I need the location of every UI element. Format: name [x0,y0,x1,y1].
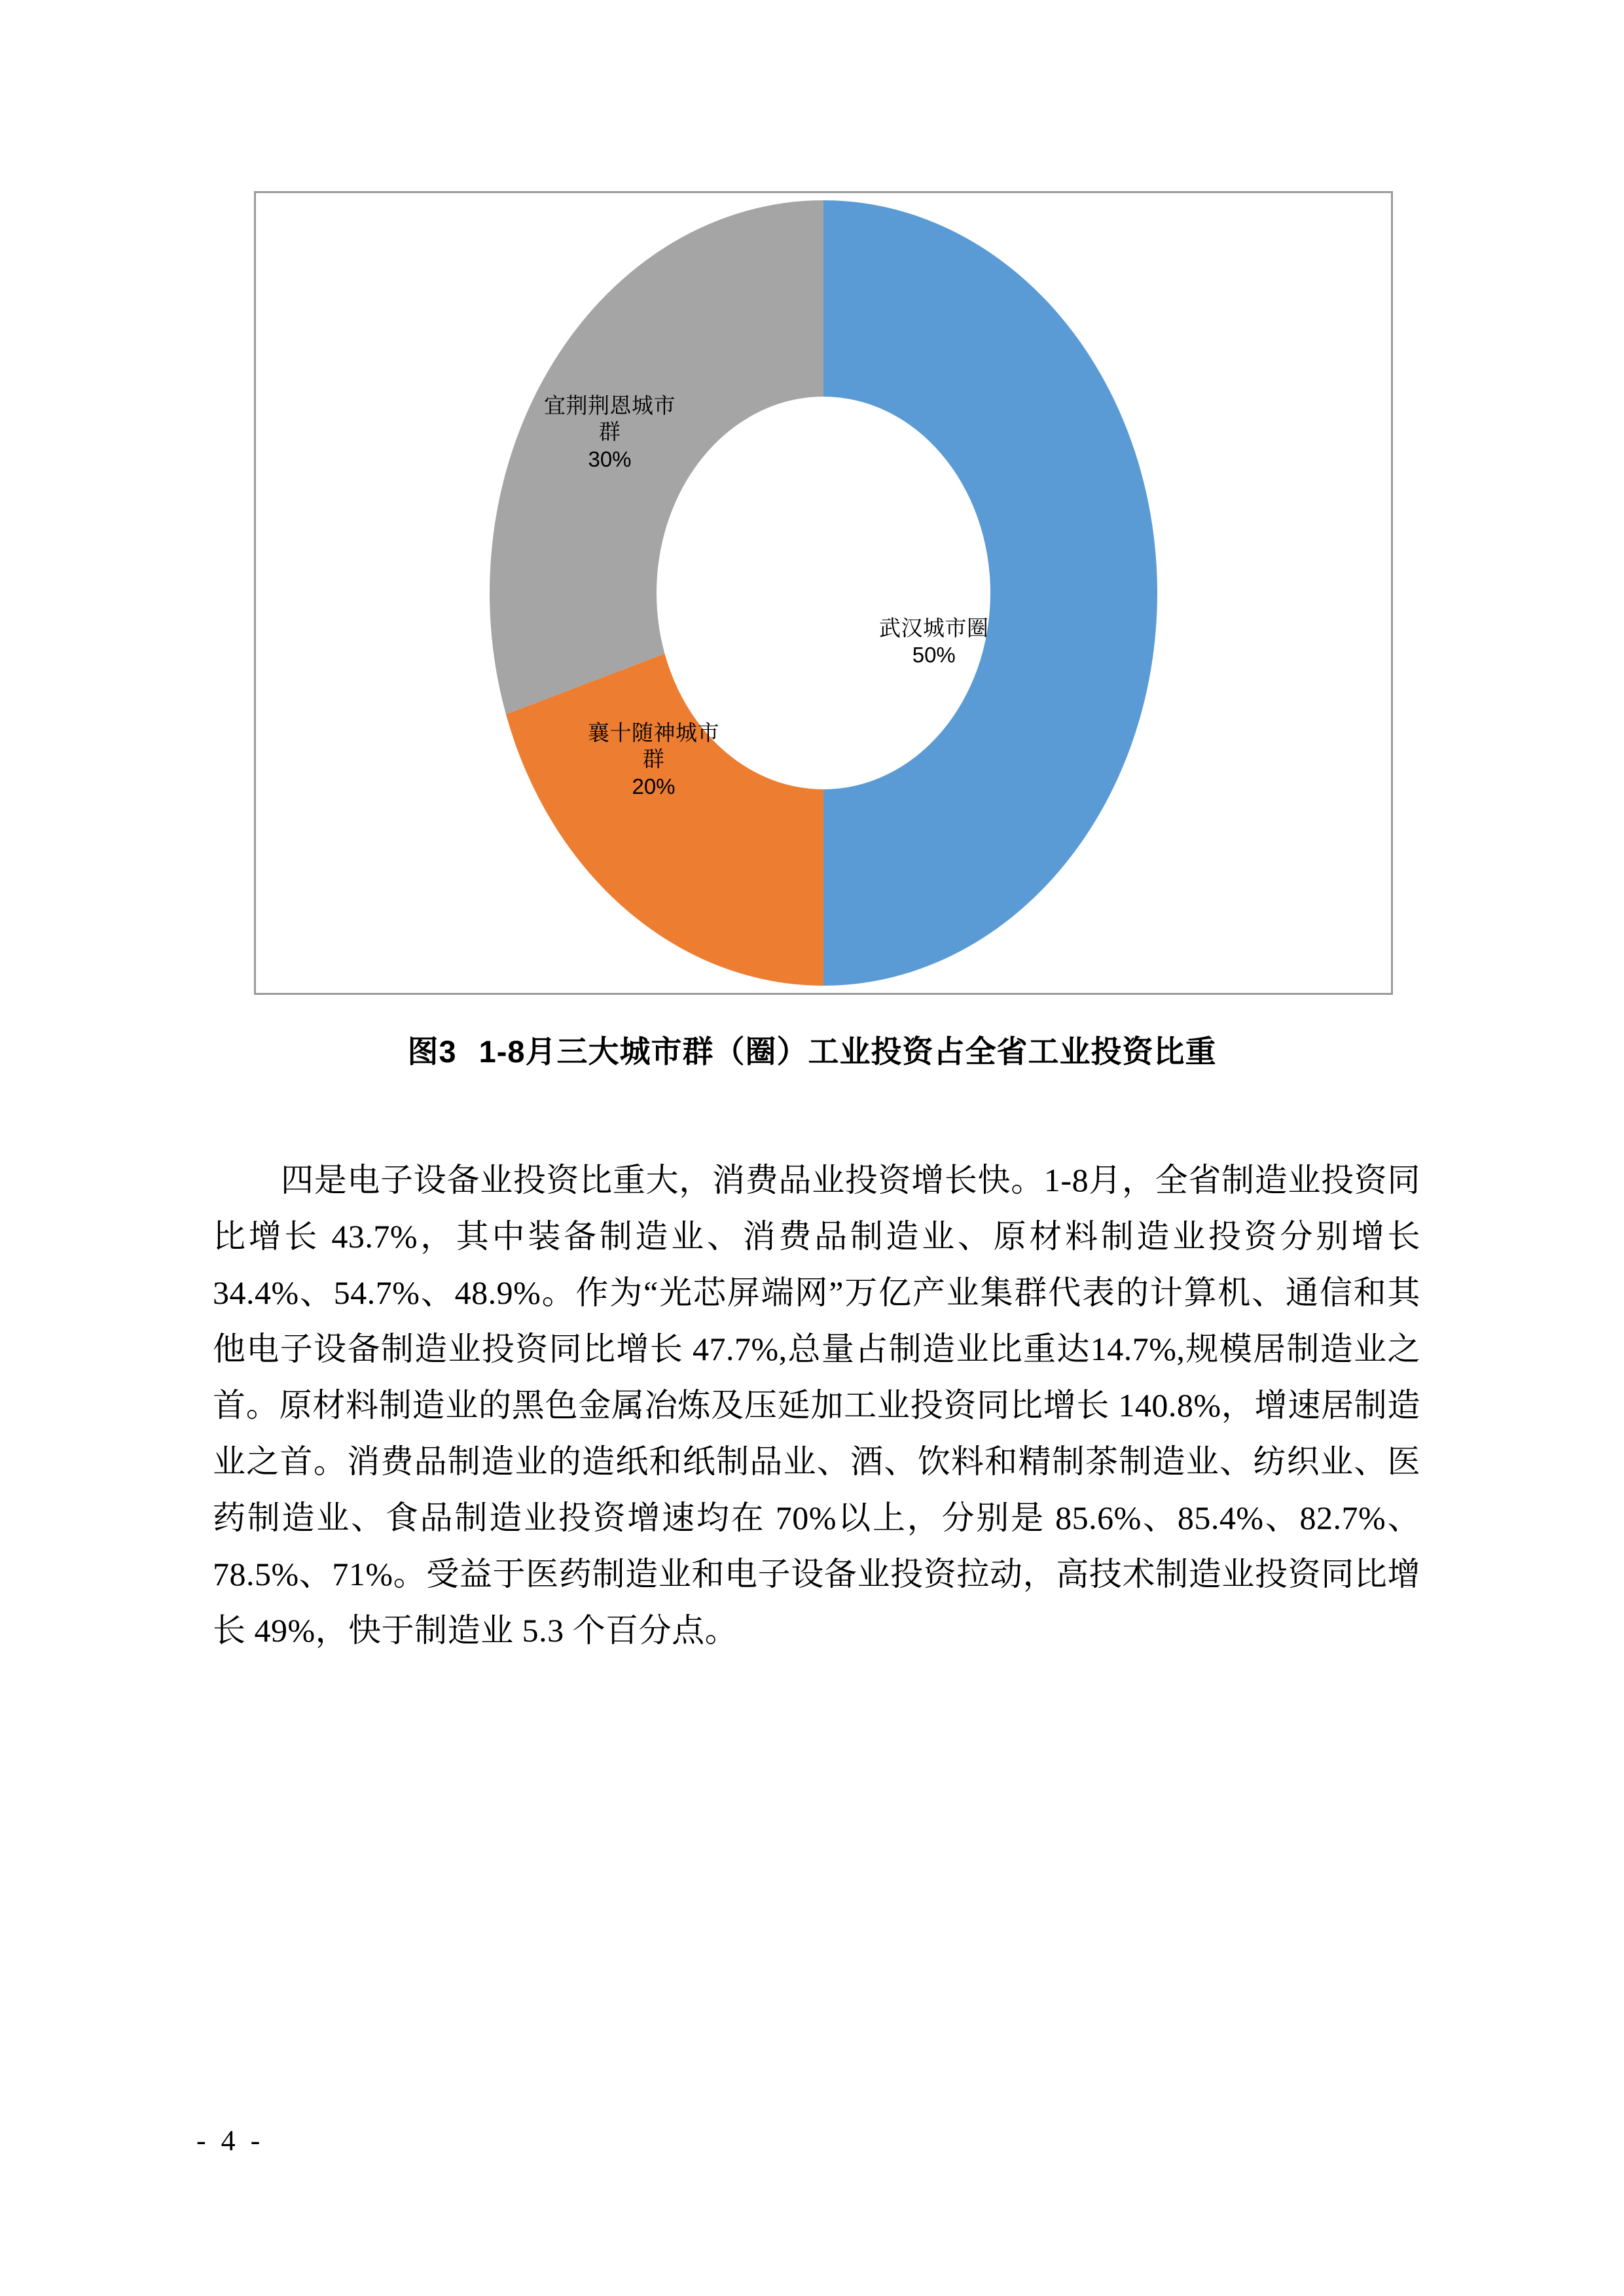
doughnut-chart [486,197,1161,989]
slice-group [490,200,1157,986]
slice-label-xiangshisuishen [588,721,719,800]
slice-value-wuhan: 50% [912,643,956,668]
doughnut-chart-svg [486,197,1161,989]
slice-label-yijingjingen-line1: 宜荆荆恩城市 [544,395,676,418]
page-number-footer: - 4 - [196,2125,264,2157]
figure-caption-text: 1-8月三大城市群（圈）工业投资占全省工业投资比重 [478,1034,1217,1069]
figure-caption-number: 图3 [407,1034,457,1069]
slice-label-xiangshisuishen-line1: 襄十随神城市 [588,722,719,745]
slice-label-xiangshisuishen-line2: 群 [642,748,665,772]
pie-slice-2 [506,654,823,986]
pie-slice-1 [823,200,1157,986]
figure-chart-container [254,191,1393,995]
slice-label-yijingjingen-line2: 群 [598,421,621,445]
slice-label-yijingjingen [544,393,676,473]
figure-caption [0,1028,1624,1071]
slice-value-xiangshisuishen: 20% [632,774,676,798]
slice-value-yijingjingen: 30% [588,446,632,471]
body-paragraph: 四是电子设备业投资比重大，消费品业投资增长快。1-8月，全省制造业投资同比增长 43.7%，其中装备制造业、消费品制造业、原材料制造业投资分别增长 34.4%、54.7%、48.9%。作为“光芯屏端网”万亿产业集群代表的计算机、通信和其他电子设备制造业投资同比增长 47.7%,总量占制造业比重达14.7%,规模居制造业之首。原材料制造业的黑色金属冶炼及压延加工业投资同比增长 140.8%，增速居制造业之首。消费品制造业的造纸和纸制品业、酒、饮料和精制茶制造业、纺织业、医药制造业、食品制造业投资增速均在 70%以上，分别是 85.6%、85.4%、82.7%、78.5%、71%。受益于医药制造业和电子设备业投资拉动，高技术制造业投资同比增长 49%，快于制造业 5.3 个百分点。 [213,1162,1420,1649]
slice-label-wuhan-line1: 武汉城市圈 [879,617,989,641]
slice-label-wuhan [879,616,989,669]
